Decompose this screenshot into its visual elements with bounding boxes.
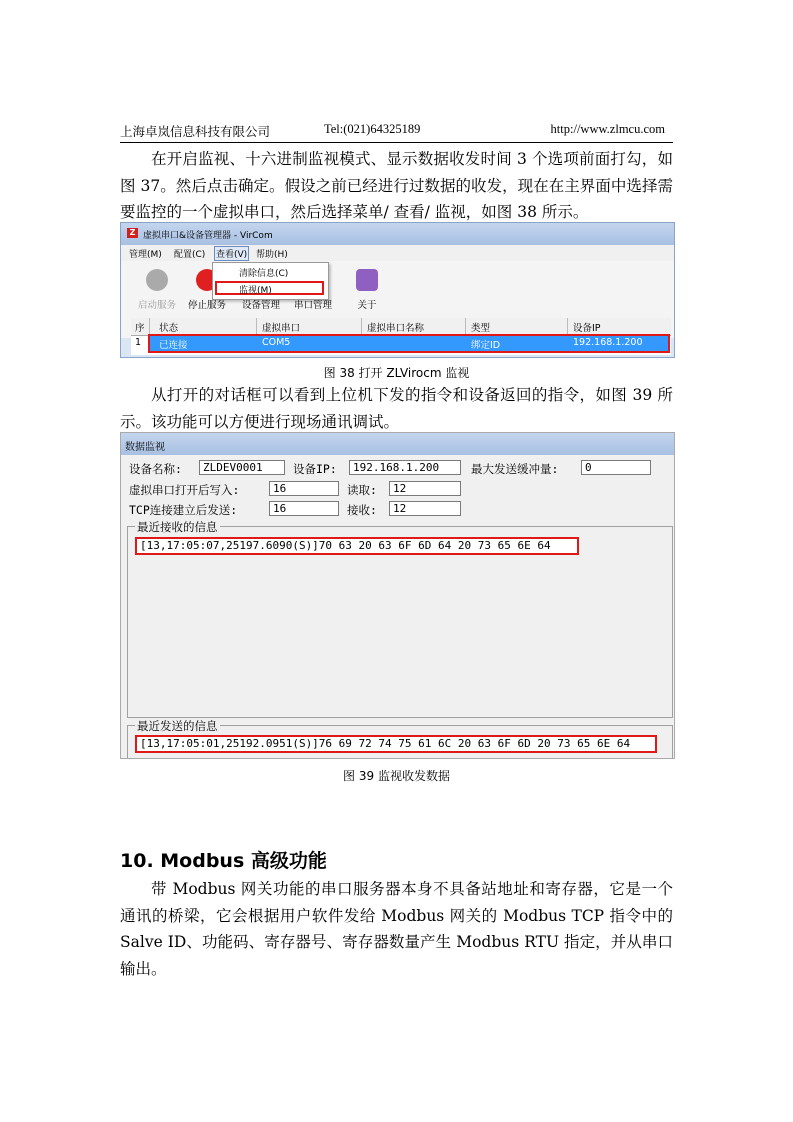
device-ip-label: 设备IP: (293, 462, 337, 476)
vircom-menubar (121, 245, 674, 261)
vircom-window-screenshot (120, 222, 675, 358)
read-label: 读取: (347, 483, 377, 497)
start-service-button[interactable]: 启动服务 (133, 269, 181, 311)
menu-help[interactable]: 帮助(H) (256, 250, 288, 260)
col-type[interactable]: 类型 (471, 323, 491, 334)
col-status[interactable]: 状态 (159, 323, 179, 334)
recent-recv-label: 最近接收的信息 (137, 520, 218, 534)
figure-38-caption: 图 38 打开 ZLVirocm 监视 (323, 366, 470, 380)
tcp-send-field[interactable]: 16 (269, 501, 339, 516)
max-buffer-label: 最大发送缓冲量: (471, 462, 559, 476)
col-vcom-name[interactable]: 虚拟串口名称 (367, 323, 425, 334)
recv-field[interactable]: 12 (389, 501, 461, 516)
section-title: 10. Modbus 高级功能 (120, 850, 327, 872)
row-type: 绑定ID (471, 340, 501, 351)
paragraph-2: 从打开的对话框可以看到上位机下发的指令和设备返回的指令，如图 39 所示。该功能可以方便进行现场通讯调试。 (120, 386, 673, 431)
recent-send-label: 最近发送的信息 (137, 719, 218, 733)
max-buffer-field[interactable]: 0 (581, 460, 651, 475)
paragraph-1: 在开启监视、十六进制监视模式、显示数据收发时间 3 个选项前面打勾，如图 37。然后点击确定。假设之前已经进行过数据的收发，现在在主界面中选择需要监控的一个虚拟串口，然后选择菜单/ 查看/ 监视，如图 38 所示。 (120, 150, 673, 221)
menu-manage[interactable]: 管理(M) (129, 250, 162, 260)
vircom-title: 虚拟串口&设备管理器 - VirCom (143, 231, 273, 241)
recent-recv-line[interactable]: [13,17:05:07,25197.6090(S)]70 63 20 63 6F 6D 64 20 73 65 6E 64 (135, 537, 579, 555)
col-device-ip[interactable]: 设备IP (573, 323, 601, 334)
row-device-ip: 192.168.1.200 (573, 337, 643, 348)
header-tel: Tel:(021)64325189 (324, 122, 421, 136)
recv-label: 接收: (347, 503, 377, 517)
data-monitor-window-screenshot (120, 432, 675, 759)
port-table (131, 318, 671, 355)
header-company: 上海卓岚信息科技有限公司 (120, 125, 271, 139)
row-status: 已连接 (159, 340, 188, 351)
stop-service-button[interactable]: 停止服务 (183, 269, 231, 311)
menu-item-clear-info[interactable]: 清除信息(C) (239, 269, 289, 279)
device-name-field[interactable]: ZLDEV0001 (199, 460, 285, 475)
device-manage-button[interactable]: 设备管理 (241, 300, 280, 311)
col-index[interactable]: 序 (135, 323, 145, 334)
table-row[interactable]: 1 已连接 COM5 绑定ID 192.168.1.200 (131, 335, 671, 353)
tcp-send-label: TCP连接建立后发送: (129, 503, 238, 517)
help-book-icon (356, 269, 378, 291)
figure-39-caption: 图 39 监视收发数据 (343, 769, 450, 783)
col-vcom[interactable]: 虚拟串口 (262, 323, 301, 334)
paragraph-3: 带 Modbus 网关功能的串口服务器本身不具备站地址和寄存器，它是一个通讯的桥梁，它会根据用户软件发给 Modbus 网关的 Modbus TCP 指令中的 Salve ID、功能码、寄存器号、寄存器数量产生 Modbus RTU 指定，并从串口输出。 (120, 880, 673, 978)
menu-item-monitor[interactable]: 监视(M) (215, 281, 324, 295)
row-vcom: COM5 (262, 337, 291, 348)
vcom-write-label: 虚拟串口打开后写入: (129, 483, 240, 497)
vcom-write-field[interactable]: 16 (269, 481, 339, 496)
device-name-label: 设备名称: (129, 462, 182, 476)
menu-config[interactable]: 配置(C) (174, 250, 206, 260)
header-url: http://www.zlmcu.com (550, 122, 665, 136)
vircom-titlebar (121, 223, 674, 245)
monitor-titlebar (121, 433, 674, 455)
highlight-box (148, 334, 670, 353)
play-icon (146, 269, 168, 291)
view-menu-dropdown (212, 262, 329, 300)
page-header (120, 120, 673, 143)
menu-view[interactable]: 查看(V) (214, 246, 249, 261)
device-ip-field[interactable]: 192.168.1.200 (349, 460, 461, 475)
monitor-title: 数据监视 (125, 442, 165, 453)
about-button[interactable]: 关于 (343, 269, 391, 311)
zl-logo-icon: Z (127, 228, 138, 238)
recent-send-line[interactable]: [13,17:05:01,25192.0951(S)]76 69 72 74 75 61 6C 20 63 6F 6D 20 73 65 6E 64 (135, 735, 657, 753)
port-manage-button[interactable]: 串口管理 (293, 300, 332, 311)
read-field[interactable]: 12 (389, 481, 461, 496)
